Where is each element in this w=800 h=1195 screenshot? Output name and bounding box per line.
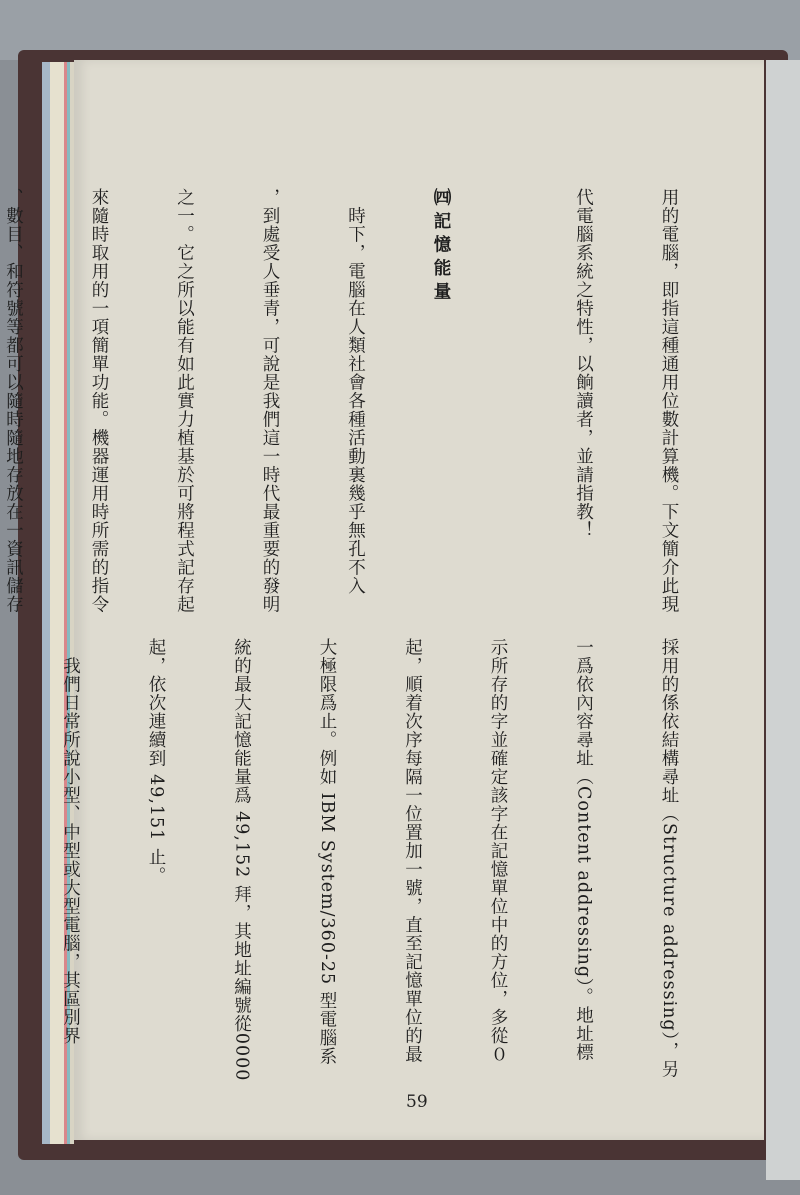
- text-column: 代電腦系統之特性，以餉讀者，並請指教！: [573, 188, 594, 540]
- text-column: 起，依次連續到 49,151 止。: [146, 638, 166, 885]
- page-number: 59: [406, 1092, 428, 1112]
- upper-text-block: [3, 188, 740, 628]
- text-column: 時下，電腦在人類社會各種活動裏幾乎無孔不入: [345, 188, 366, 595]
- text-column: 採用的係依結構尋址（Structure addressing），另: [659, 638, 679, 1079]
- text-column: 示所存的字並確定該字在記憶單位中的方位，多從０: [488, 638, 508, 1064]
- text-column: 、數目、和符號等都可以隨時隨地存放在一資訊儲存: [3, 188, 24, 614]
- lower-text-block: [60, 638, 740, 1082]
- text-column: 統的最大記憶能量爲 49,152 拜，其地址編號從0000: [231, 638, 252, 1082]
- next-page-sliver: [766, 60, 800, 1180]
- text-column: ，到處受人垂青，可說是我們這一時代最重要的發明: [260, 188, 280, 614]
- text-column: 我們日常所說小型、中型或大型電腦，其區別界: [60, 638, 81, 1045]
- text-column: 起，順着次序每隔一位置加一號，直至記憶單位的最: [402, 638, 423, 1064]
- text-column: 之一。它之所以能有如此實力植基於可將程式記存起: [174, 188, 195, 614]
- text-column: 來隨時取用的一項簡單功能。機器運用時所需的指令: [89, 188, 109, 614]
- section-heading: ㈣記憶能量: [431, 188, 451, 306]
- text-column: 大極限爲止。例如 IBM System/360-25 型電腦系: [317, 638, 337, 1066]
- text-column: 一爲依內容尋址（Content addressing）。地址標: [573, 638, 594, 1062]
- text-column: 用的電腦，即指這種通用位數計算機。下文簡介此現: [659, 188, 679, 614]
